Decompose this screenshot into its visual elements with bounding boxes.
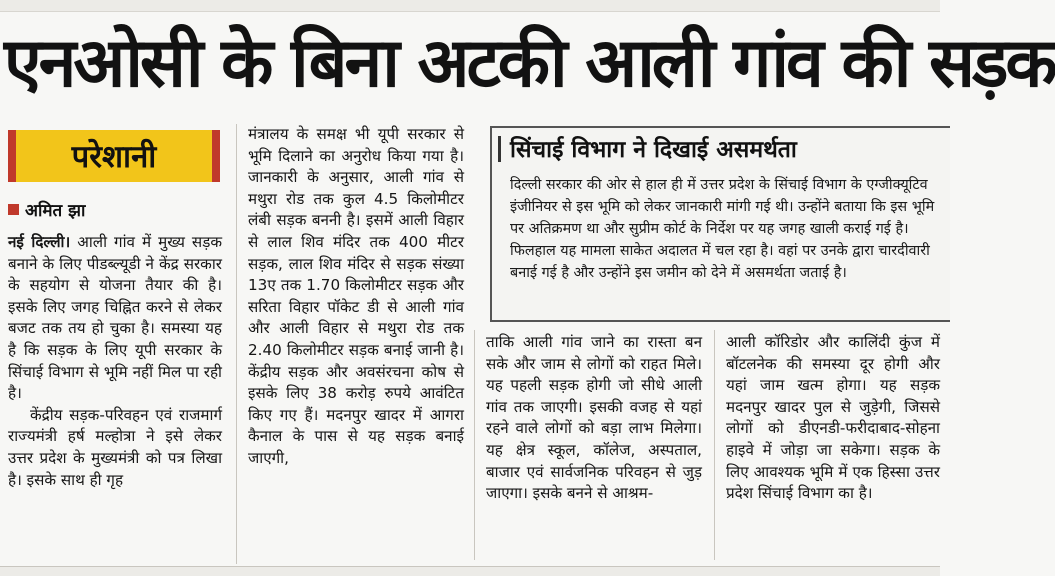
- paragraph: मंत्रालय के समक्ष भी यूपी सरकार से भूमि दिलाने का अनुरोध किया गया है। जानकारी के अनुसार, आली गांव से मथुरा रोड तक कुल 4.5 किलोमीटर लंबी सड़क बननी है। इसमें आली विहार से लाल शिव मंदिर तक 400 मीटर सड़क, लाल शिव मंदिर से सड़क संख्या 13ए तक 1.70 किलोमीटर सड़क और सरिता विहार पॉकेट डी से आली गांव और आली विहार से मथुरा रोड तक 2.40 किलोमीटर सड़क बनाई जानी है। केंद्रीय सड़क और अवसंरचना कोष से इसके लिए 38 करोड़ रुपये आवंटित किए गए हैं। मदनपुर खादर में आगरा कैनाल के पास से यह सड़क बनाई जाएगी,: [248, 125, 464, 467]
- byline-author: अमित झा: [25, 201, 86, 221]
- dateline: नई दिल्ली।: [8, 233, 71, 251]
- article-column-4: [726, 332, 940, 554]
- section-tag-label: परेशानी: [71, 139, 157, 175]
- box-title-accent: [498, 136, 501, 162]
- article-column-1: [8, 232, 222, 558]
- column-divider: [714, 330, 715, 560]
- paragraph: केंद्रीय सड़क-परिवहन एवं राजमार्ग राज्यमंत्री हर्ष मल्होत्रा ने इसे लेकर उत्तर प्रदेश के मुख्यमंत्री को पत्र लिखा है। इसके साथ ही गृह: [8, 405, 222, 489]
- tag-accent-right: [212, 130, 220, 182]
- article-column-2: [248, 124, 464, 560]
- paragraph: ताकि आली गांव जाने का रास्ता बन सके और जाम से लोगों को राहत मिले। यह पहली सड़क होगी जो सीधे आली गांव तक जाएगी। इसकी वजह से यहां रहने वाले लोगों को बड़ा लाभ मिलेगा। यह क्षेत्र स्कूल, कॉलेज, अस्पताल, बाजार एवं सार्वजनिक परिवहन से जुड़ जाएगा। इसके बनने से आश्रम-: [486, 333, 702, 503]
- previous-article-strip: [0, 0, 940, 12]
- article-column-3: [486, 332, 702, 554]
- byline: [8, 198, 85, 221]
- box-body: दिल्ली सरकार की ओर से हाल ही में उत्तर प्रदेश के सिंचाई विभाग के एग्जीक्यूटिव इंजीनियर से इस भूमि को लेकर जानकारी मांगी गई थी। उन्होंने बताया कि इस भूमि पर अतिक्रमण था और सुप्रीम कोर्ट के निर्देश पर यह जगह खाली कराई गई है। फिलहाल यह मामला साकेत अदालत में चल रहा है। वहां पर उनके द्वारा चारदीवारी बनाई गई है और उन्होंने इस जमीन को देने में असमर्थता जताई है।: [510, 177, 935, 281]
- column-divider: [474, 330, 475, 560]
- column-divider: [236, 124, 237, 564]
- next-article-strip: [0, 566, 940, 576]
- paragraph-text: आली गांव में मुख्य सड़क बनाने के लिए पीडब्ल्यूडी ने केंद्र सरकार के सहयोग से योजना तैयार की है। इसके लिए जगह चिह्नित करने से लेकर बजट तक तय हो चुका है। समस्या यह है कि सड़क के लिए यूपी सरकार के सिंचाई विभाग से भूमि नहीं मिल पा रही है।: [8, 233, 222, 403]
- headline: एनओसी के बिना अटकी आली गांव की सड़क: [4, 24, 1055, 103]
- tag-accent-left: [8, 130, 16, 182]
- paragraph: [8, 232, 222, 405]
- section-tag: [8, 130, 220, 182]
- box-title: सिंचाई विभाग ने दिखाई असमर्थता: [510, 137, 797, 163]
- byline-marker-icon: [8, 204, 19, 215]
- paragraph: आली कॉरिडोर और कालिंदी कुंज में बॉटलनेक की समस्या दूर होगी और यहां जाम खत्म होगा। यह सड़क मदनपुर खादर पुल से जुड़ेगी, जिससे लोगों को डीएनडी-फरीदाबाद-सोहना हाइवे में जोड़ा जा सकेगा। सड़क के लिए आवश्यक भूमि में एक हिस्सा उत्तर प्रदेश सिंचाई विभाग का है।: [726, 333, 940, 503]
- sidebar-box: [490, 126, 950, 322]
